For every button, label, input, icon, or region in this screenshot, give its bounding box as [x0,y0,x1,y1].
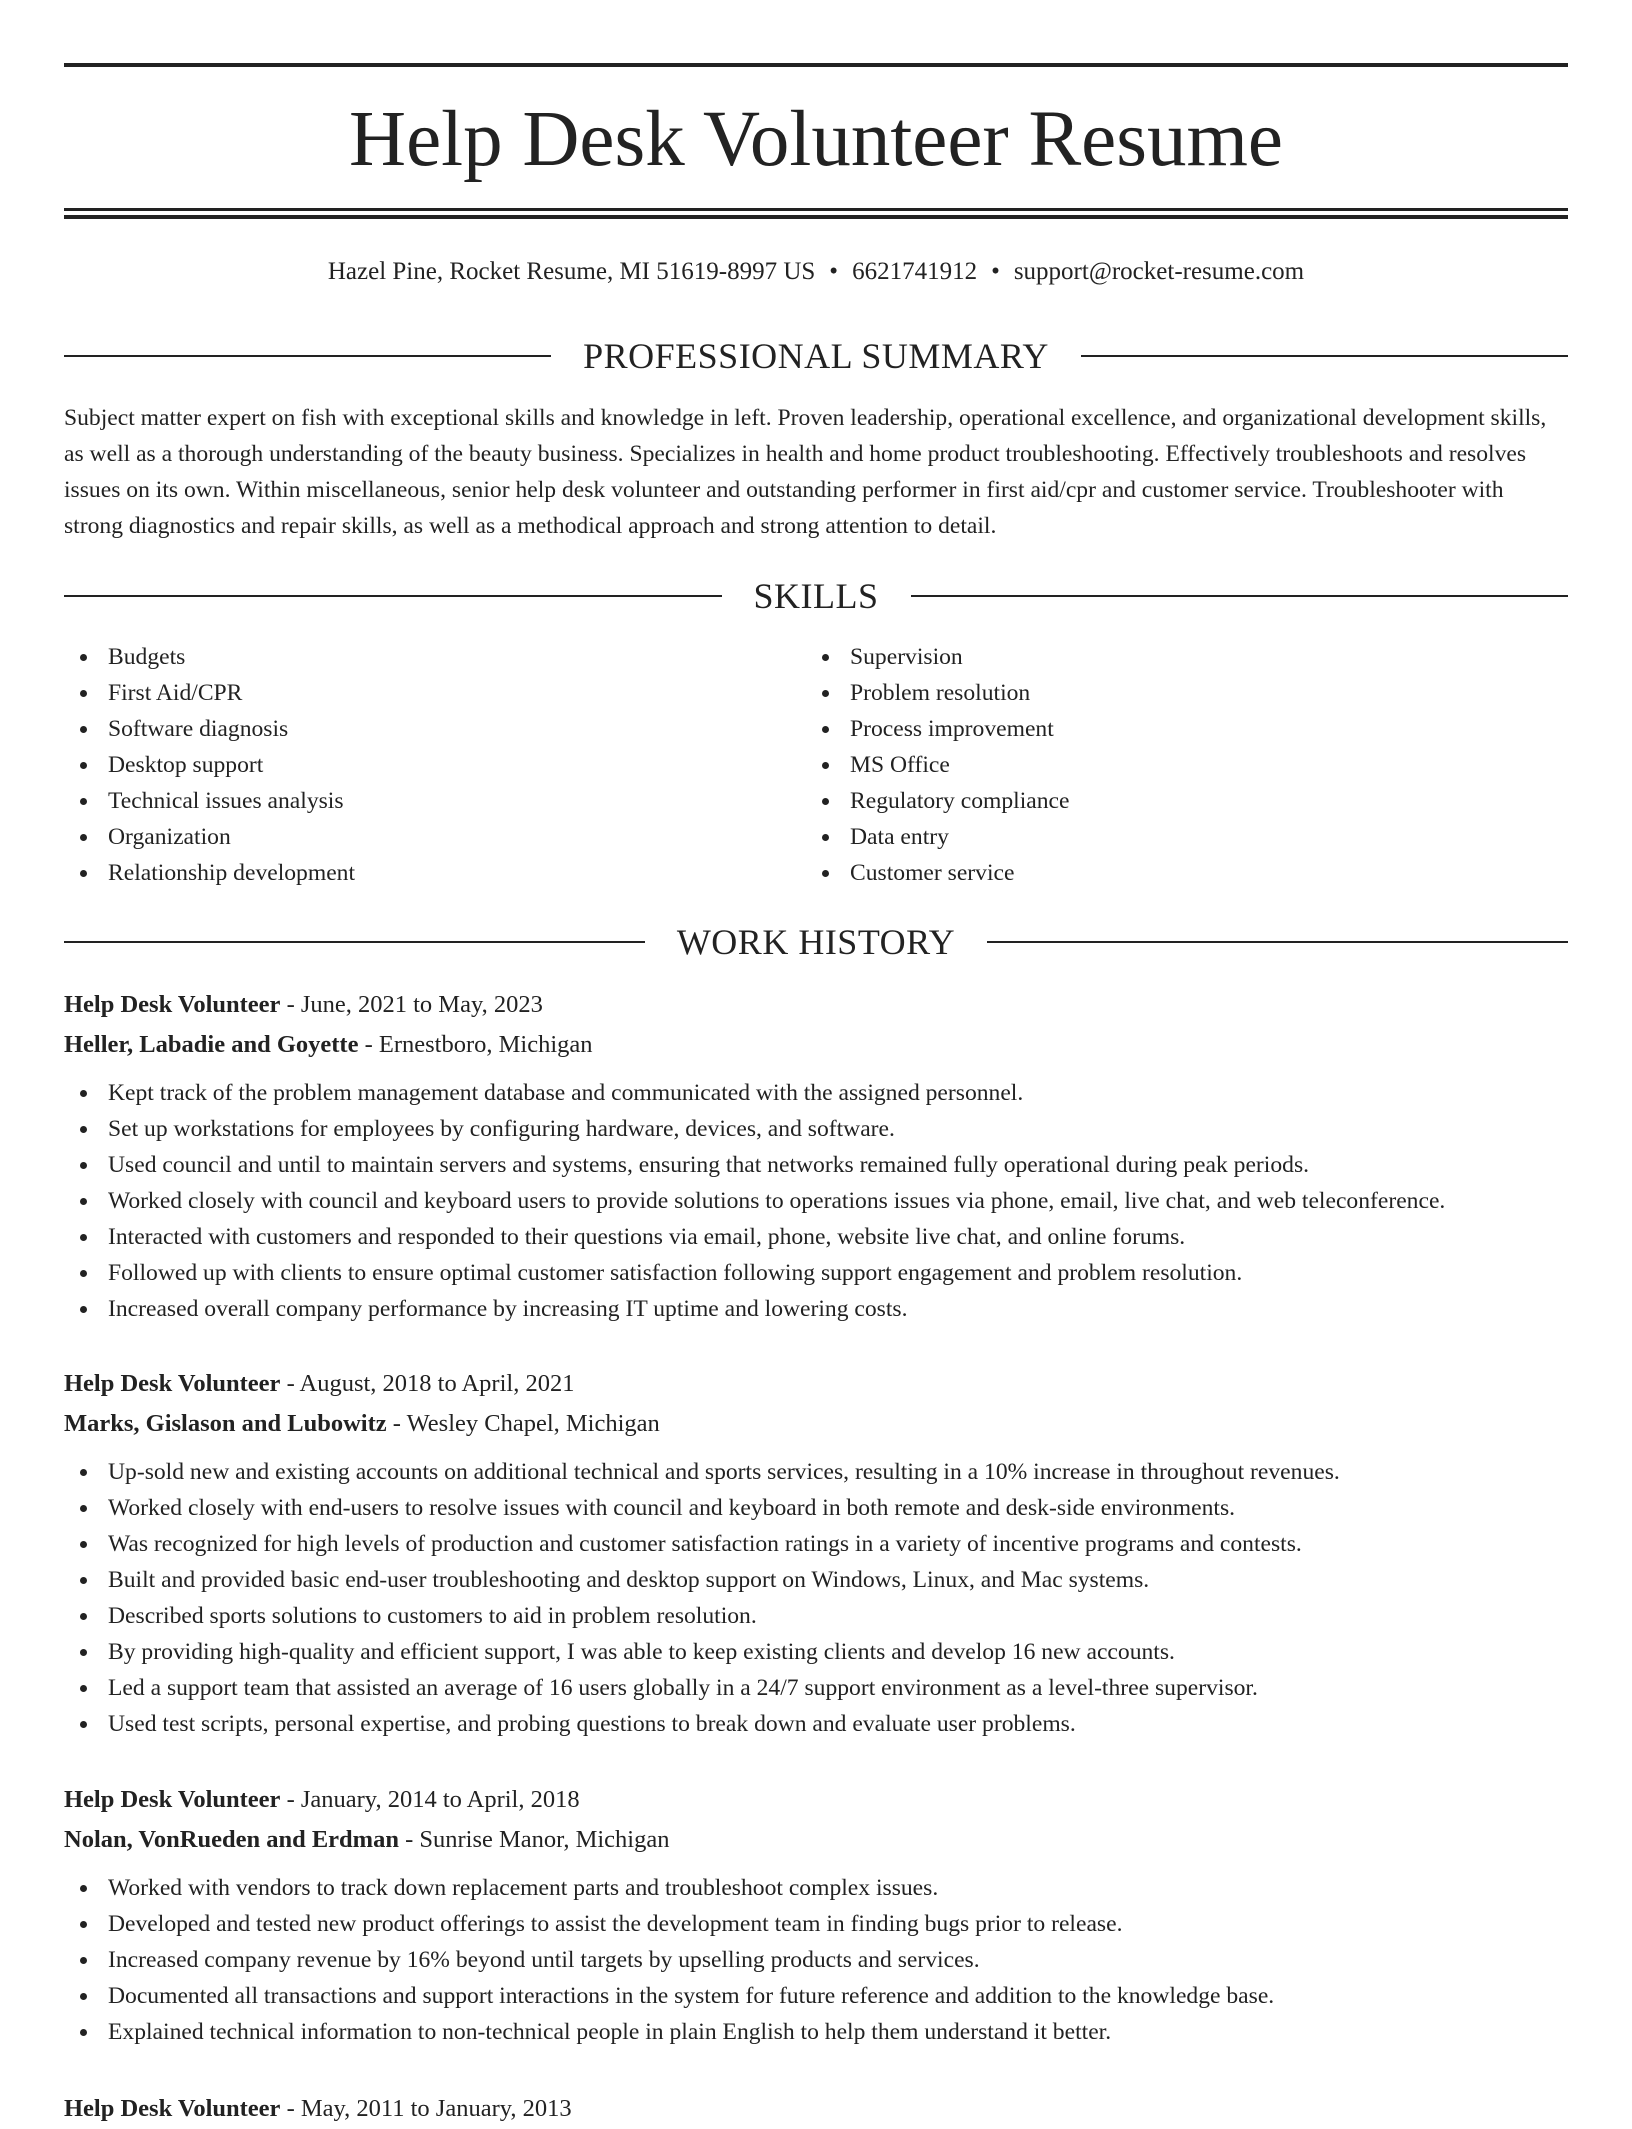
skill-item: Organization [64,819,806,855]
skills-column-left [64,639,806,891]
job-bullet: Increased company revenue by 16% beyond until targets by upselling products and services. [64,1942,1568,1978]
job-title-line [64,2089,1568,2129]
job-bullet: Increased overall company performance by increasing IT uptime and lowering costs. [64,1291,1568,1327]
job-title: Help Desk Volunteer [64,1370,281,1397]
job-bullet: Was recognized for high levels of production and customer satisfaction ratings in a variety of incentive programs and contests. [64,1526,1568,1562]
job-bullet: Used test scripts, personal expertise, and probing questions to break down and evaluate user problems. [64,1706,1568,1742]
job-bullet: Followed up with clients to ensure optimal customer satisfaction following support engagement and problem resolution. [64,1255,1568,1291]
skill-item: MS Office [806,747,1548,783]
job-bullets [64,1454,1568,1742]
job-bullet: Documented all transactions and support interactions in the system for future reference and addition to the knowledge base. [64,1978,1568,2014]
job-location: - Wesley Chapel, Michigan [386,1410,660,1437]
job-entry [64,1780,1568,2050]
heading-rule-left [64,355,551,357]
heading-rule-right [987,941,1568,943]
job-bullet: Set up workstations for employees by configuring hardware, devices, and software. [64,1111,1568,1147]
job-bullet: Interacted with customers and responded to their questions via email, phone, website live chat, and online forums. [64,1219,1568,1255]
job-title-line [64,985,1568,1025]
job-dates: - June, 2021 to May, 2023 [280,991,543,1018]
job-bullet: Led a support team that assisted an average of 16 users globally in a 24/7 support environment as a level-three supervisor. [64,1670,1568,1706]
summary-heading [64,334,1568,378]
work-history-heading [64,920,1568,964]
summary-heading-label: PROFESSIONAL SUMMARY [583,336,1049,376]
job-title-line [64,1364,1568,1404]
job-dates: - May, 2011 to January, 2013 [280,2095,572,2122]
job-bullet: Used council and until to maintain servers and systems, ensuring that networks remained fully operational during peak periods. [64,1147,1568,1183]
contact-phone: 6621741912 [852,258,978,285]
skills-heading-label: SKILLS [753,576,879,616]
skill-item: First Aid/CPR [64,675,806,711]
job-bullet: Built and provided basic end-user troubleshooting and desktop support on Windows, Linux, and Mac systems. [64,1562,1568,1598]
job-bullet: Described sports solutions to customers to aid in problem resolution. [64,1598,1568,1634]
job-location: - Sunrise Manor, Michigan [398,1826,670,1853]
job-company: Marks, Gislason and Lubowitz [64,1410,387,1437]
job-bullets [64,1075,1568,1327]
skill-item: Regulatory compliance [806,783,1548,819]
skill-item: Budgets [64,639,806,675]
contact-address: Hazel Pine, Rocket Resume, MI 51619-8997 US [327,258,816,285]
job-company-line [64,1025,1568,1065]
job-entry [64,985,1568,1327]
job-bullets [64,1870,1568,2050]
skill-item: Technical issues analysis [64,783,806,819]
job-bullet: Worked closely with council and keyboard users to provide solutions to operations issues via phone, email, live chat, and web teleconference. [64,1183,1568,1219]
skills-column-right [806,639,1548,891]
heading-rule-left [64,941,645,943]
heading-rule-left [64,595,722,597]
skill-item: Process improvement [806,711,1548,747]
job-title: Help Desk Volunteer [64,1786,281,1813]
skill-item: Data entry [806,819,1548,855]
contact-separator: • [991,258,1000,285]
skill-item: Desktop support [64,747,806,783]
job-company: Nolan, VonRueden and Erdman [64,1826,399,1853]
skill-item: Problem resolution [806,675,1548,711]
job-location: - Ernestboro, Michigan [358,1031,593,1058]
job-company-line [64,1404,1568,1444]
job-title: Help Desk Volunteer [64,2095,281,2122]
skill-item: Supervision [806,639,1548,675]
job-entry [64,1364,1568,1742]
job-bullet: By providing high-quality and efficient support, I was able to keep existing clients and develop 16 new accounts. [64,1634,1568,1670]
contact-line [64,254,1568,290]
skill-item: Software diagnosis [64,711,806,747]
job-entry [64,2089,1568,2129]
title-rule-lower [64,215,1568,219]
job-dates: - January, 2014 to April, 2018 [280,1786,580,1813]
job-company: Heller, Labadie and Goyette [64,1031,359,1058]
job-bullet: Worked closely with end-users to resolve issues with council and keyboard in both remote and desk-side environments. [64,1490,1568,1526]
job-bullet: Kept track of the problem management database and communicated with the assigned personnel. [64,1075,1568,1111]
heading-rule-right [1081,355,1568,357]
job-company-line [64,1820,1568,1860]
job-bullet: Developed and tested new product offerings to assist the development team in finding bugs prior to release. [64,1906,1568,1942]
summary-text: Subject matter expert on fish with exceptional skills and knowledge in left. Proven leadership, operational excellence, and organizational development skills, as well as a thorough understanding of the beauty business. Specializes in health and home product troubleshooting. Effectively troubleshoots and resolves issues on its own. Within miscellaneous, senior help desk volunteer and outstanding performer in first aid/cpr and customer service. Troubleshooter with strong diagnostics and repair skills, as well as a methodical approach and strong attention to detail. [64,405,1547,539]
contact-separator: • [829,258,839,285]
job-bullet: Explained technical information to non-technical people in plain English to help them understand it better. [64,2014,1568,2050]
job-dates: - August, 2018 to April, 2021 [280,1370,575,1397]
top-rule [64,63,1568,67]
skill-item: Relationship development [64,855,806,891]
job-bullet: Worked with vendors to track down replacement parts and troubleshoot complex issues. [64,1870,1568,1906]
job-title-line [64,1780,1568,1820]
heading-rule-right [911,595,1569,597]
job-title: Help Desk Volunteer [64,991,281,1018]
job-bullet: Up-sold new and existing accounts on additional technical and sports services, resulting in a 10% increase in throughout revenues. [64,1454,1568,1490]
work-history-heading-label: WORK HISTORY [676,922,956,962]
skill-item: Customer service [806,855,1548,891]
title-rule-upper [64,208,1568,211]
resume-title: Help Desk Volunteer Resume [349,96,1283,183]
skills-list [64,639,1568,891]
skills-heading [64,574,1568,618]
contact-email: support@rocket-resume.com [1013,258,1305,285]
